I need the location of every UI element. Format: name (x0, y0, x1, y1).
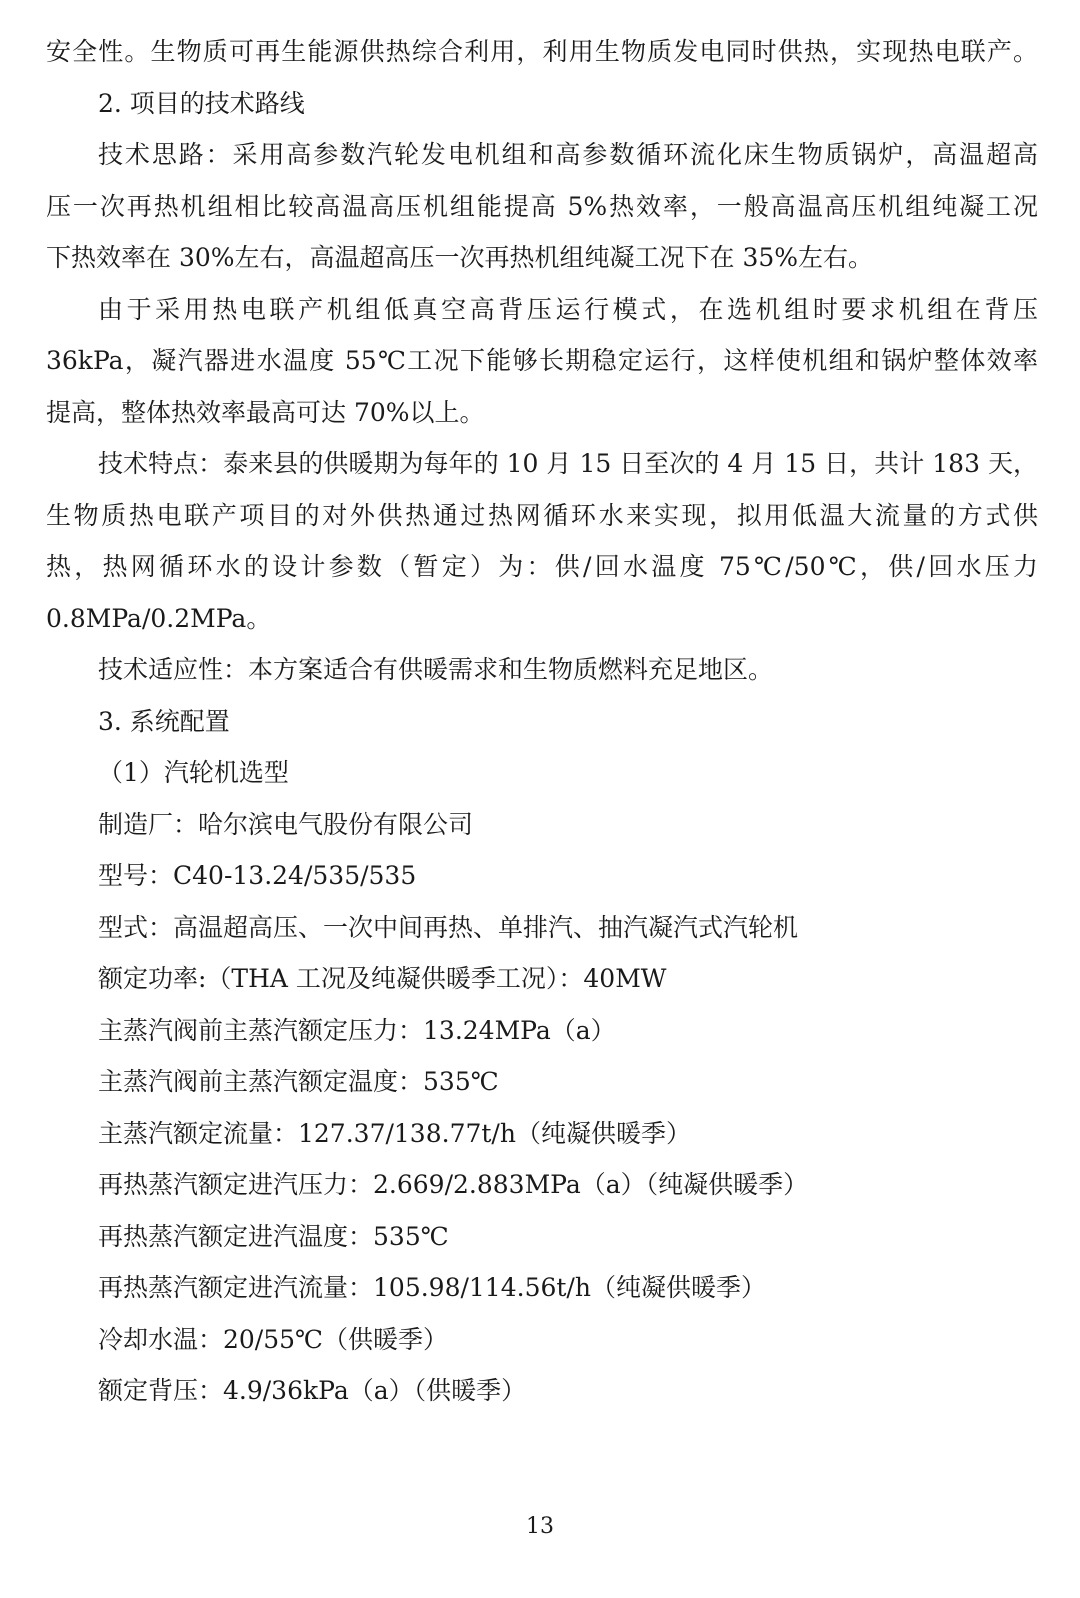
paragraph-line: 技术适应性：本方案适合有供暖需求和生物质燃料充足地区。 (98, 655, 774, 684)
page-number: 13 (526, 1514, 554, 1539)
paragraph-line: 提高，整体热效率最高可达 70%以上。 (46, 397, 485, 427)
spec-line: 主蒸汽阀前主蒸汽额定温度：535℃ (98, 1067, 499, 1096)
paragraph-line: 压一次再热机组相比较高温高压机组能提高 5%热效率，一般高温高压机组纯凝工况 (46, 191, 1038, 221)
spec-line: 再热蒸汽额定进汽流量：105.98/114.56t/h（纯凝供暖季） (98, 1273, 766, 1302)
spec-line: 冷却水温：20/55℃（供暖季） (98, 1324, 449, 1354)
document-body (46, 34, 1038, 1425)
spec-line: 型号：C40-13.24/535/535 (98, 861, 417, 890)
paragraph-line: 技术特点：泰来县的供暖期为每年的 10 月 15 日至次的 4 月 15 日，共计 183 天， (98, 449, 1038, 478)
paragraph-line: 热，热网循环水的设计参数（暂定）为：供/回水温度 75℃/50℃，供/回水压力 (46, 552, 1038, 581)
spec-line: 额定背压：4.9/36kPa（a）（供暖季） (98, 1376, 527, 1405)
section-heading: 2. 项目的技术路线 (98, 88, 305, 118)
paragraph-line: 安全性。生物质可再生能源供热综合利用，利用生物质发电同时供热，实现热电联产。 (46, 37, 1038, 66)
paragraph-line: 下热效率在 30%左右，高温超高压一次再热机组纯凝工况下在 35%左右。 (46, 243, 874, 272)
spec-line: 额定功率:（THA 工况及纯凝供暖季工况）：40MW (98, 964, 667, 993)
spec-line: 主蒸汽额定流量：127.37/138.77t/h（纯凝供暖季） (98, 1118, 691, 1148)
paragraph-line: 由于采用热电联产机组低真空高背压运行模式，在选机组时要求机组在背压 (98, 294, 1038, 324)
spec-line: 主蒸汽阀前主蒸汽额定压力：13.24MPa（a） (98, 1015, 616, 1045)
section-heading: 3. 系统配置 (98, 706, 230, 736)
subsection-heading: （1）汽轮机选型 (98, 758, 289, 787)
spec-line: 型式：高温超高压、一次中间再热、单排汽、抽汽凝汽式汽轮机 (98, 912, 799, 942)
spec-line: 再热蒸汽额定进汽压力：2.669/2.883MPa（a）（纯凝供暖季） (98, 1170, 809, 1199)
paragraph-line: 0.8MPa/0.2MPa。 (46, 603, 272, 633)
spec-line: 制造厂：哈尔滨电气股份有限公司 (98, 809, 474, 839)
spec-line: 再热蒸汽额定进汽温度：535℃ (98, 1221, 449, 1251)
paragraph-line: 36kPa，凝汽器进水温度 55℃工况下能够长期稳定运行，这样使机组和锅炉整体效率 (46, 346, 1038, 375)
paragraph-line: 生物质热电联产项目的对外供热通过热网循环水来实现，拟用低温大流量的方式供 (46, 500, 1038, 530)
paragraph-line: 技术思路：采用高参数汽轮发电机组和高参数循环流化床生物质锅炉，高温超高 (98, 140, 1038, 169)
